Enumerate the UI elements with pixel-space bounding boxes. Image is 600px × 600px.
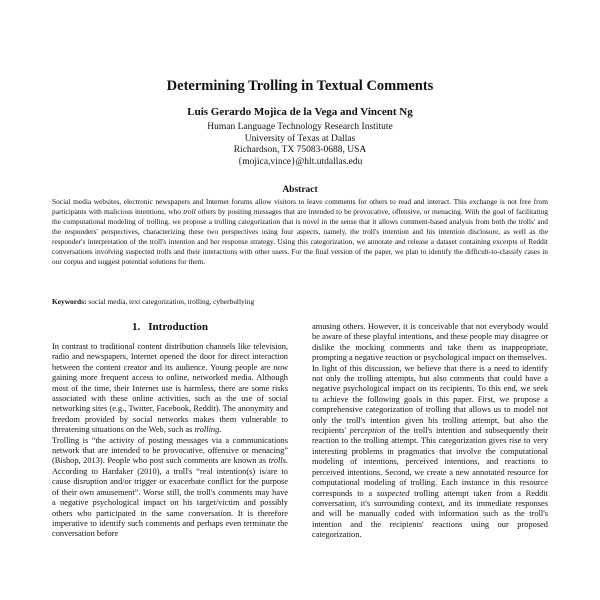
intro-p2-text: Trolling is “the activity of posting messages via a communications network that are intended to be provocative, offensive or menacing” (Bishop, 2013). People who post such comments are known as [52, 435, 288, 466]
intro-paragraph-1 [52, 342, 288, 436]
intro-p2-rest: . According to Hardaker (2010), a troll's “real intention(s) is/are to cause disruption and/or trigger or exacerbate conflict for the purpose of their own amusement”. Worse still, the troll's comments may have a negative psychological impact on his target/victim and possibly others who participated in the same conversation. It is therefore imperative to identify such comments and perhaps even terminate the conversation before [52, 456, 288, 539]
intro-p1-end: . [219, 425, 222, 435]
keywords-text: social media, text categorization, trolling, cyberbullying [86, 297, 255, 306]
abstract-text-2: others by positing messages that are intended to be provocative, offensive, or menacing. With the goal of facilitating the computational modeling of trolling, we propose a trolling categorization that is novel in the sense that it allows comment-based analysis from both the trolls' and the responders' perspectives, characterizing these two perspectives using four aspects, namely, the troll's intention and his intention disclosure, as well as the responder's interpretation of the troll's intention and her response strategy. Using this categorization, we annotate and release a dataset containing excerpts of Reddit conversations involving suspected trolls and their interactions with other users. For the final version of the paper, we plan to identify the difficult-to-classify cases in our corpus and suggest potential solutions for them. [52, 207, 548, 266]
intro-p4-end: trolling attempt taken from a Reddit conversation, it's surrounding context, and its immediate responses and will be manually coded with information such as the troll's intention and the recipients' reactions using our proposed categorization. [312, 488, 548, 540]
abstract-troll-word: troll [183, 207, 196, 216]
paper-authors: Luis Gerardo Mojica de la Vega and Vincent Ng [187, 106, 413, 118]
section-heading-introduction [52, 321, 288, 333]
body-column-left [52, 342, 288, 600]
intro-paragraph-3: amusing others. However, it is conceivable that not everybody would be aware of these playful intentions, and these people may disagree or dislike the mocking comments and take them as inappropriate, prompting a negative reaction or psychological impact on themselves. [312, 322, 548, 363]
paper-title: Determining Trolling in Textual Comments [166, 78, 434, 94]
intro-p4-middle: of the troll's intention and subsequently their reaction to the trolling attempt. This categorization gives rise to very interesting problems in pragmatics that involve the computational modeling of intentions, perceived intentions, and reactions to perceived intentions. Second, we create a new annotated resource for computational modeling of trolling. Each instance in this resource corresponds to a [312, 426, 548, 498]
affiliation-institute: Human Language Technology Research Institute [207, 122, 393, 132]
keywords [52, 297, 548, 307]
intro-p4-suspected-word: suspected [376, 488, 410, 498]
affiliation-address: Richardson, TX 75083-0688, USA [233, 145, 367, 156]
affiliation-university: University of Texas at Dallas [244, 133, 356, 144]
intro-paragraph-2 [52, 436, 288, 540]
intro-p4-perception-word: perception [349, 426, 386, 436]
abstract-body [52, 197, 548, 267]
intro-p4-text: In light of this discussion, we believe that there is a need to identify not only the trolling attempts, but also comments that could have a negative psychological impact on its recipients. To this end, we seek to achieve the following goals in this paper. First, we propose a comprehensive categorization of trolling that allows us to model not only the troll's intention given his trolling attempt, but also the recipients' [312, 363, 548, 436]
section-title: Introduction [148, 321, 208, 333]
section-number: 1. [132, 321, 141, 333]
affiliation-email: {mojica,vince}@hlt.utdallas.edu [237, 156, 363, 167]
author-affiliation [0, 122, 600, 168]
intro-p1-trolling-word: trolling [194, 425, 220, 435]
abstract-text-1: Social media websites, electronic newspapers and Internet forums allow visitors to leave comments for others to read and interact. This exchange is not free from participants with malicious intentions, who [52, 197, 548, 216]
intro-paragraph-4 [312, 364, 548, 541]
body-column-right [312, 322, 548, 600]
intro-p1-text: In contrast to traditional content distribution channels like television, radio and newspapers, Internet opened the door for direct interaction between the content creator and its audience. Young people are now gaining more frequent access to online, networked media. Although most of the time, their Internet use is harmless, there are some risks associated with these online activities, such as the use of social networking sites (e.g., Twitter, Facebook, Reddit). The anonymity and freedom provided by social networks makes them vulnerable to threatening situations on the Web, such as [52, 342, 288, 435]
intro-p2-trolls-word: trolls [268, 456, 286, 466]
keywords-label: Keywords: [52, 297, 87, 306]
abstract-heading: Abstract [282, 185, 318, 195]
